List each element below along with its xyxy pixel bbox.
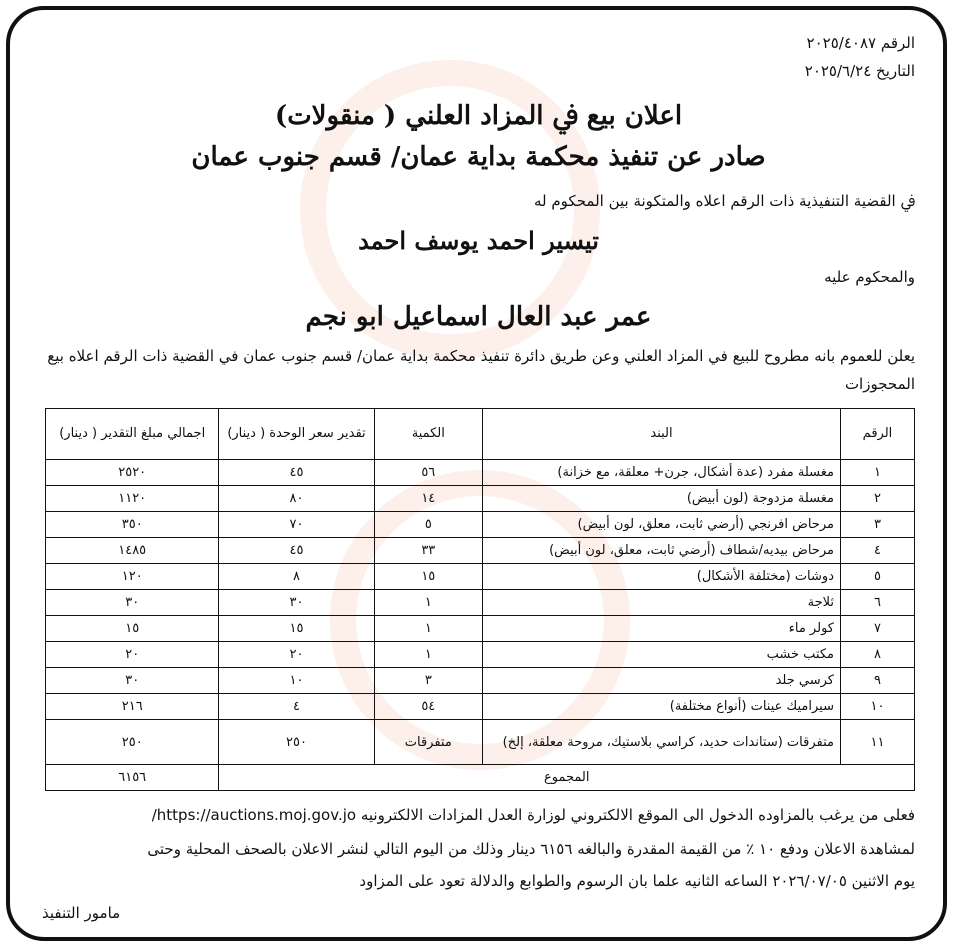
row-qty: ٣٣ bbox=[374, 538, 482, 564]
row-qty: ١ bbox=[374, 642, 482, 668]
row-price: ٤٥ bbox=[219, 538, 374, 564]
table-row bbox=[46, 694, 915, 720]
table-row bbox=[46, 720, 915, 765]
row-price: ٨ bbox=[219, 564, 374, 590]
row-price: ٣٠ bbox=[219, 590, 374, 616]
row-qty: متفرقات bbox=[374, 720, 482, 765]
announcement-text: يعلن للعموم بانه مطروح للبيع في المزاد العلني وعن طريق دائرة تنفيذ محكمة بداية عمان/ قسم جنوب عمان في القضية ذات الرقم اعلاه بيع المحجوزات bbox=[47, 347, 915, 393]
table-row bbox=[46, 486, 915, 512]
row-total: ١١٢٠ bbox=[46, 486, 219, 512]
row-total: ٢٠ bbox=[46, 642, 219, 668]
row-item: مكتب خشب bbox=[483, 642, 841, 668]
row-price: ٤ bbox=[219, 694, 374, 720]
row-item: كولر ماء bbox=[483, 616, 841, 642]
row-qty: ١٤ bbox=[374, 486, 482, 512]
row-num: ١٠ bbox=[840, 694, 914, 720]
row-num: ٤ bbox=[840, 538, 914, 564]
row-total: ٢١٦ bbox=[46, 694, 219, 720]
row-total: ٣٥٠ bbox=[46, 512, 219, 538]
total-label: المجموع bbox=[219, 765, 915, 791]
row-qty: ٥٦ bbox=[374, 460, 482, 486]
table-row bbox=[46, 668, 915, 694]
row-item: مغسلة مزدوجة (لون أبيض) bbox=[483, 486, 841, 512]
table-row bbox=[46, 538, 915, 564]
debtor-label: والمحكوم عليه bbox=[824, 268, 915, 286]
debtor-name: عمر عبد العال اسماعيل ابو نجم bbox=[305, 302, 652, 332]
reference-number: الرقم ٢٠٢٥/٤٠٨٧ bbox=[806, 34, 915, 52]
row-item: سيراميك عينات (أنواع مختلفة) bbox=[483, 694, 841, 720]
row-num: ٣ bbox=[840, 512, 914, 538]
row-price: ٤٥ bbox=[219, 460, 374, 486]
header-qty: الكمية bbox=[374, 409, 482, 460]
row-num: ٥ bbox=[840, 564, 914, 590]
row-price: ١٠ bbox=[219, 668, 374, 694]
table-header-row bbox=[46, 409, 915, 460]
row-price: ٢٥٠ bbox=[219, 720, 374, 765]
row-qty: ٥٤ bbox=[374, 694, 482, 720]
row-qty: ١ bbox=[374, 590, 482, 616]
row-item: مرحاض افرنجي (أرضي ثابت، معلق، لون أبيض) bbox=[483, 512, 841, 538]
header-item: البند bbox=[483, 409, 841, 460]
header-num: الرقم bbox=[840, 409, 914, 460]
row-item: كرسي جلد bbox=[483, 668, 841, 694]
row-item: دوشات (مختلفة الأشكال) bbox=[483, 564, 841, 590]
row-total: ١٢٠ bbox=[46, 564, 219, 590]
table-row bbox=[46, 616, 915, 642]
row-num: ٢ bbox=[840, 486, 914, 512]
row-total: ١٤٨٥ bbox=[46, 538, 219, 564]
notice-subtitle: صادر عن تنفيذ محكمة بداية عمان/ قسم جنوب عمان bbox=[191, 142, 766, 172]
row-num: ٧ bbox=[840, 616, 914, 642]
notice-title: اعلان بيع ﰲ المزاد العلني ( منقولات) bbox=[274, 101, 683, 131]
footer-line-3: يوم الاثنين ٢٠٢٦/٠٧/٠٥ الساعه الثانيه علما بان الرسوم والطوابع والدلالة تعود على المزاود bbox=[359, 872, 915, 890]
row-total: ٢٥٢٠ bbox=[46, 460, 219, 486]
items-table bbox=[45, 408, 915, 791]
total-value: ٦١٥٦ bbox=[46, 765, 219, 791]
table-row bbox=[46, 564, 915, 590]
row-total: ٣٠ bbox=[46, 590, 219, 616]
header-total: اجمالي مبلغ التقدير ( دينار) bbox=[46, 409, 219, 460]
table-row bbox=[46, 460, 915, 486]
row-item: مغسلة مفرد (عدة أشكال، جرن+ معلقة، مع خزانة) bbox=[483, 460, 841, 486]
row-qty: ٣ bbox=[374, 668, 482, 694]
row-price: ١٥ bbox=[219, 616, 374, 642]
row-price: ٧٠ bbox=[219, 512, 374, 538]
row-total: ٣٠ bbox=[46, 668, 219, 694]
row-qty: ٥ bbox=[374, 512, 482, 538]
footer-line-2: لمشاهدة الاعلان ودفع ١٠ ٪ من القيمة المقدرة والبالغه ٦١٥٦ دينار وذلك من اليوم التالي لنشر الاعلان بالصحف المحلية وحتى bbox=[147, 840, 915, 858]
table-row bbox=[46, 590, 915, 616]
footer-line-1: فعلى من يرغب بالمزاوده الدخول الى الموقع الالكتروني لوزارة العدل المزادات الالكترونيه https://auctions.moj.gov.jo/ bbox=[151, 806, 915, 824]
case-intro: ﰲ القضية التنفيذية ذات الرقم اعلاه والمتكونة بين المحكوم له bbox=[534, 192, 915, 210]
row-item: ثلاجة bbox=[483, 590, 841, 616]
table-row bbox=[46, 642, 915, 668]
row-item: متفرقات (ستاندات حديد، كراسي بلاستيك، مروحة معلقة، إلخ) bbox=[483, 720, 841, 765]
row-num: ٨ bbox=[840, 642, 914, 668]
table-total-row bbox=[46, 765, 915, 791]
row-num: ١ bbox=[840, 460, 914, 486]
row-num: ٩ bbox=[840, 668, 914, 694]
row-num: ١١ bbox=[840, 720, 914, 765]
header-price: تقدير سعر الوحدة ( دينار) bbox=[219, 409, 374, 460]
officer-signature-label: مامور التنفيذ bbox=[42, 904, 121, 922]
row-qty: ١٥ bbox=[374, 564, 482, 590]
row-item: مرحاض بيديه/شطاف (أرضي ثابت، معلق، لون أبيض) bbox=[483, 538, 841, 564]
row-qty: ١ bbox=[374, 616, 482, 642]
table-row bbox=[46, 512, 915, 538]
row-price: ٢٠ bbox=[219, 642, 374, 668]
row-price: ٨٠ bbox=[219, 486, 374, 512]
creditor-name: تيسير احمد يوسف احمد bbox=[358, 226, 599, 255]
row-total: ٢٥٠ bbox=[46, 720, 219, 765]
row-num: ٦ bbox=[840, 590, 914, 616]
row-total: ١٥ bbox=[46, 616, 219, 642]
reference-date: التاريخ ٢٠٢٥/٦/٢٤ bbox=[804, 62, 915, 80]
